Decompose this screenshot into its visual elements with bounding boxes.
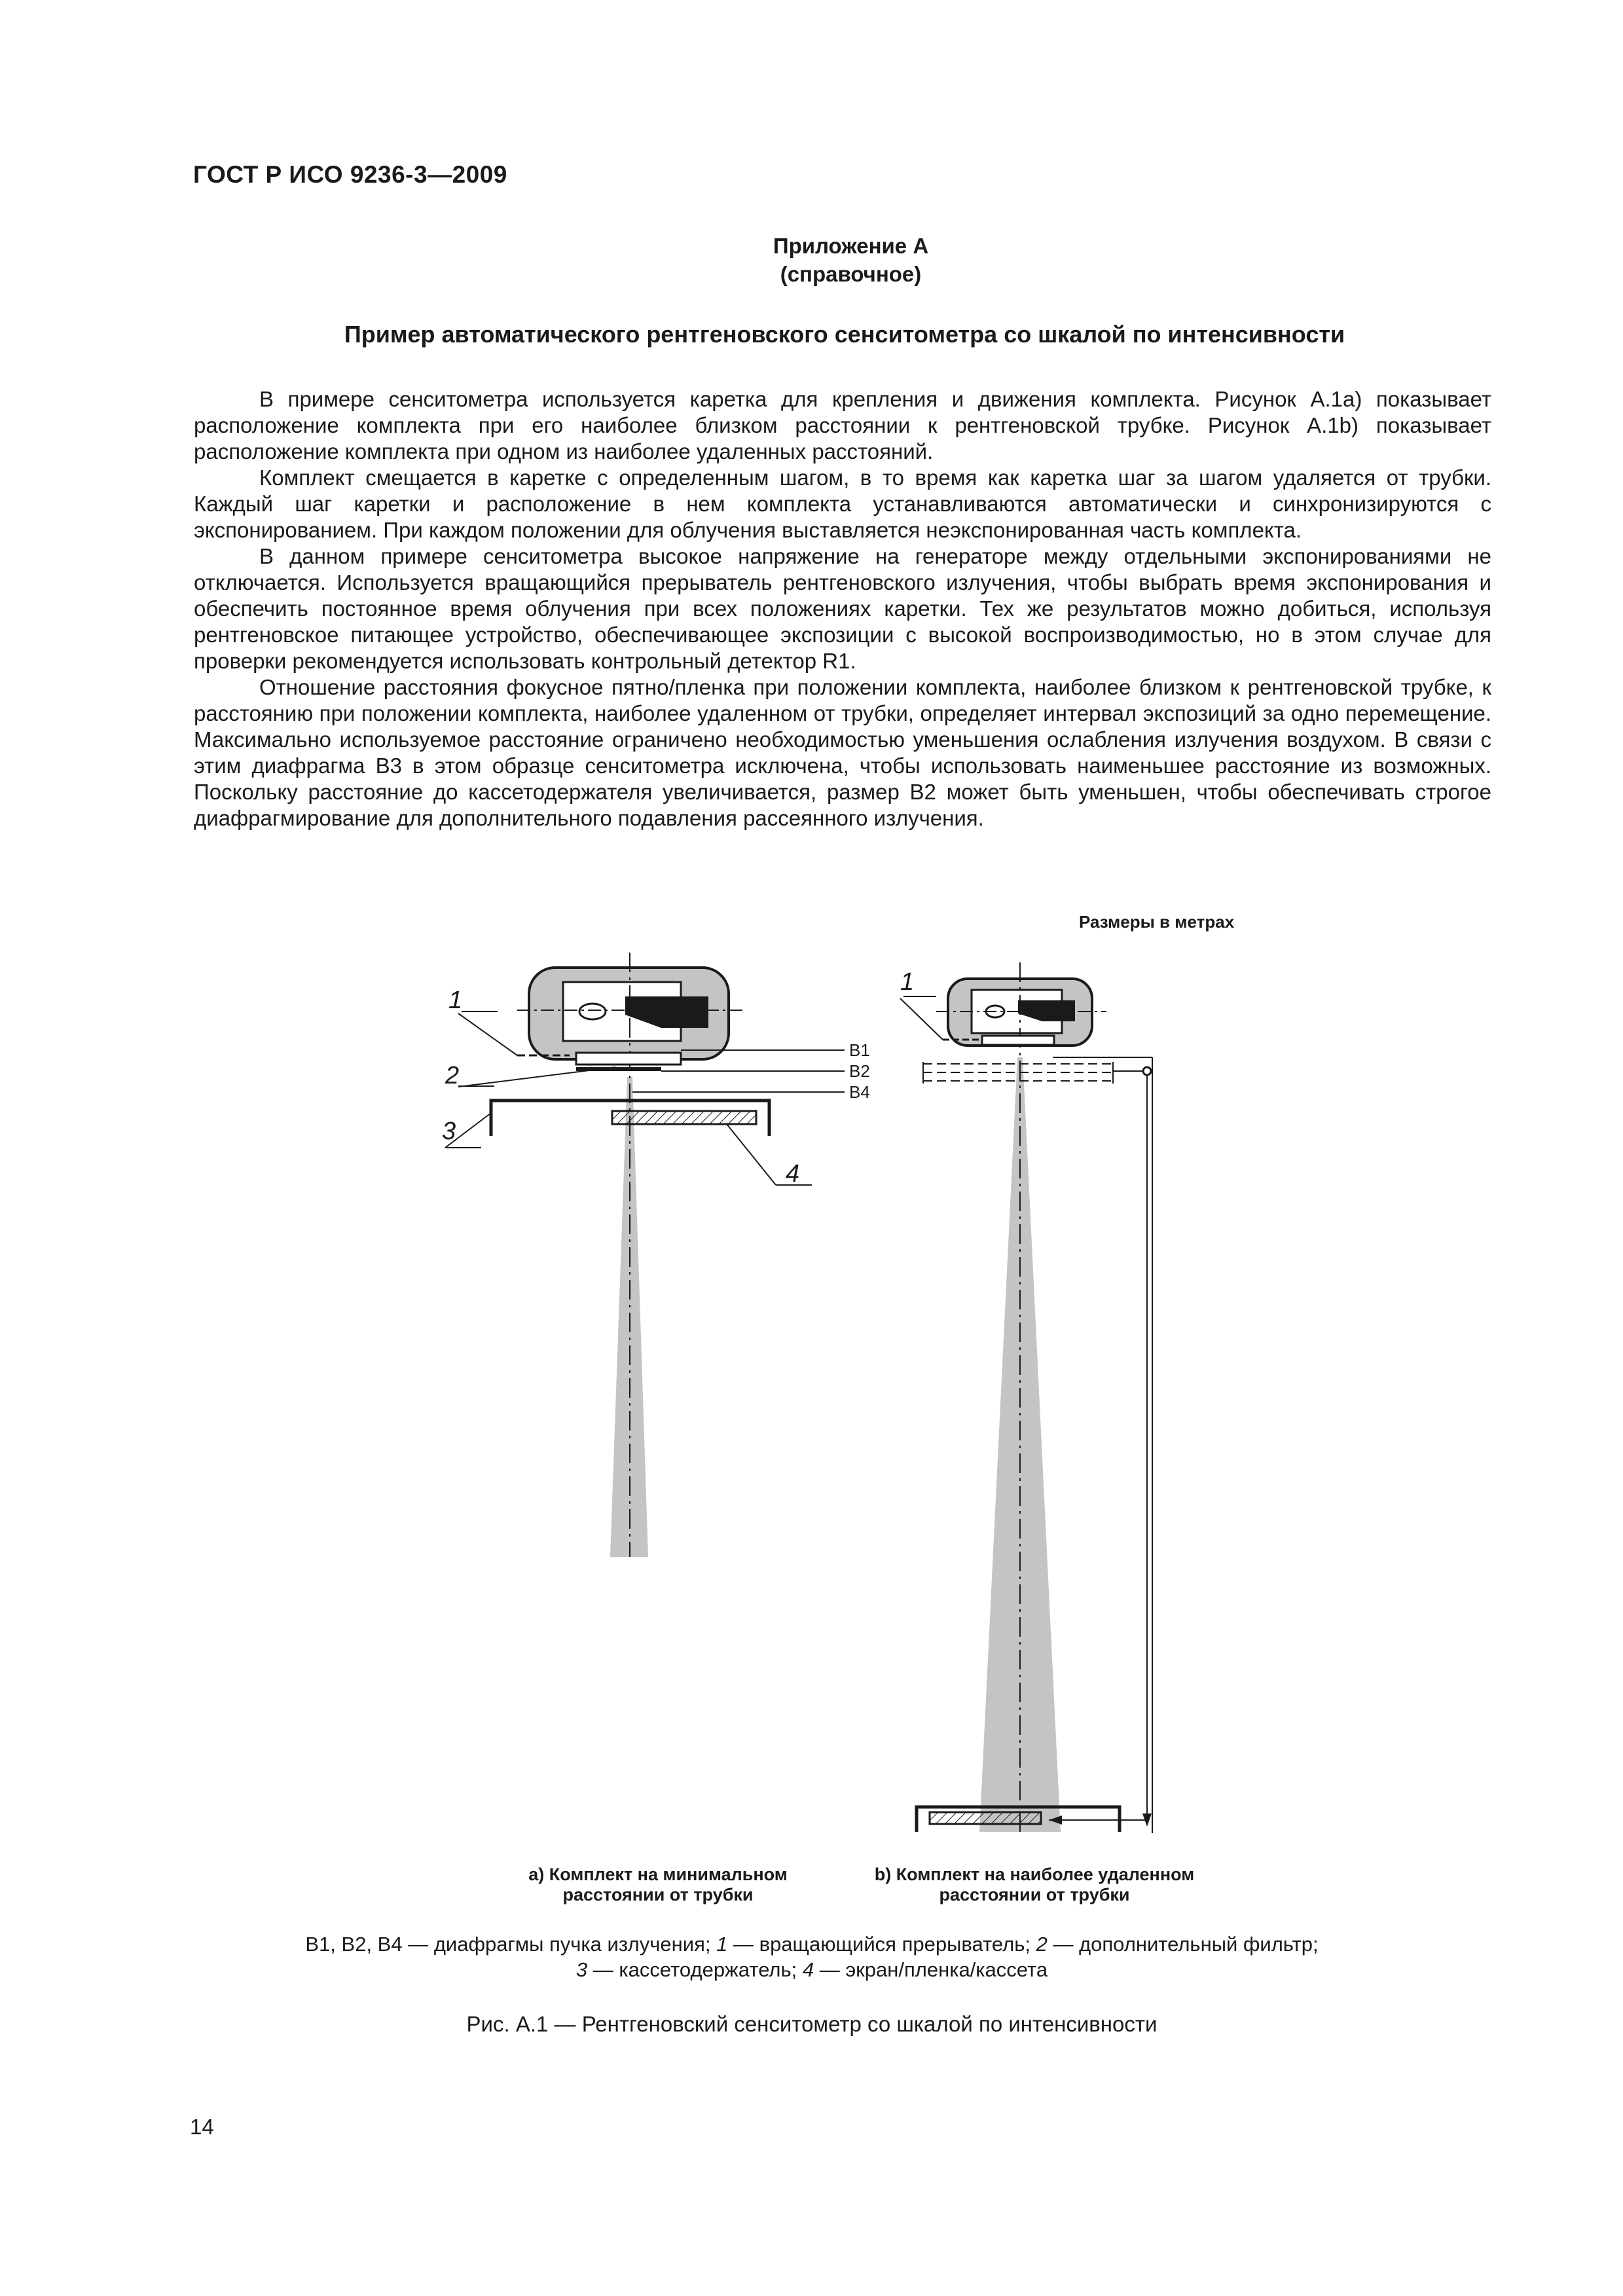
paragraph: В данном примере сенситометра высокое напряжение на генераторе между отдельными экспонированиями не отключается. Используется вращающийся прерыватель рентгеновского излучения, чтобы выбрать время экспонирования и обеспечить постоянное время облучения при всех положениях каретки. Тех же результатов можно добиться, используя рентгеновское питающее устройство, обеспечивающее экспозиции с высокой воспроизводимостью, но в этом случае для проверки рекомендуется использовать контрольный детектор R1.	[194, 544, 1491, 673]
figure-b	[900, 962, 1152, 1833]
label-4-a: 4	[786, 1160, 800, 1188]
figure-a	[442, 953, 870, 1557]
paragraph: Комплект смещается в каретке с определенным шагом, в то время как каретка шаг за шагом удаляется от трубки. Каждый шаг каретки и расположение в нем комплекта устанавливаются автоматически и синхронизируются с экспонированием. При каждом положении для облучения выставляется неэкспонированная часть комплекта.	[194, 465, 1491, 542]
label-b1: В1	[849, 1040, 870, 1060]
label-b2: В2	[849, 1061, 870, 1081]
label-3-a: 3	[442, 1118, 456, 1145]
appendix-subtitle: (справочное)	[780, 262, 922, 286]
figure-legend: В1, В2, В4 — диафрагмы пучка излучения; 1 — вращающийся прерыватель; 2 — дополнительный фильтр; 3 — кассетодержатель; 4 — экран/пленка/кассета	[305, 1933, 1319, 1981]
page-number: 14	[190, 2115, 214, 2139]
caption-b: b) Комплект на наиболее удаленном расстоянии от трубки	[874, 1865, 1195, 1904]
label-b4: В4	[849, 1082, 870, 1102]
units-note: Размеры в метрах	[1079, 912, 1235, 932]
paragraph: Отношение расстояния фокусное пятно/пленка при положении комплекта, наиболее близком к рентгеновской трубке, к расстоянию при положении комплекта, наиболее удаленном от трубки, определяет интервал экспозиций за одно перемещение. Максимально используемое расстояние ограничено необходимостью уменьшения ослабления излучения воздухом. В связи с этим диафрагма В3 в этом образце сенситометра исключена, чтобы использовать наименьшее расстояние из возможных. Поскольку расстояние до кассетодержателя увеличивается, размер В2 может быть уменьшен, чтобы обеспечивать строгое диафрагмирование для дополнительного подавления рассеянного излучения.	[194, 675, 1491, 830]
diaphragm-b1-b	[982, 1036, 1054, 1045]
document-header: ГОСТ Р ИСО 9236-3—2009	[193, 161, 507, 188]
screen-film-cassette-b	[930, 1812, 1041, 1824]
caption-a: а) Комплект на минимальном расстоянии от трубки	[528, 1865, 788, 1904]
label-2-a: 2	[445, 1062, 460, 1089]
screen-film-cassette-a	[612, 1111, 756, 1124]
label-1-b: 1	[900, 968, 915, 996]
appendix-title: Приложение А	[773, 234, 929, 258]
paragraph: В примере сенситометра используется каретка для крепления и движения комплекта. Рисунок А.1а) показывает расположение комплекта при его наиболее близком расстоянии к рентгеновской трубке. Рисунок А.1b) показывает расположение комплекта при одном из наиболее удаленных расстояний.	[194, 387, 1491, 464]
figure-caption: Рис. А.1 — Рентгеновский сенситометр со шкалой по интенсивности	[466, 2012, 1158, 2036]
diaphragm-b1-a	[576, 1053, 681, 1065]
label-1-a: 1	[448, 987, 463, 1014]
section-heading: Пример автоматического рентгеновского сенситометра со шкалой по интенсивности	[344, 321, 1345, 348]
